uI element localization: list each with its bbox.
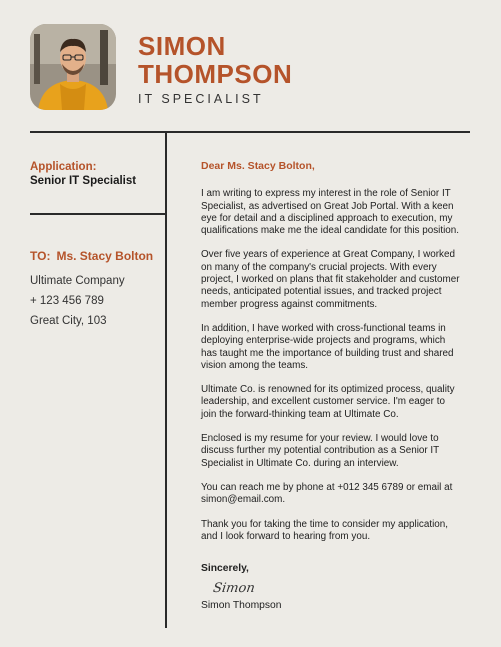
last-name: THOMPSON — [138, 59, 293, 89]
letter-closing: Sincerely, — [201, 563, 249, 575]
job-title: IT SPECIALIST — [138, 92, 264, 106]
letter-paragraph: Thank you for taking the time to consider my application, and I look forward to hearing from you. — [201, 518, 449, 542]
header-divider — [30, 131, 470, 133]
letter-paragraph: You can reach me by phone at +012 345 6789 or email at simon@email.com. — [201, 481, 453, 506]
application-position: Senior IT Specialist — [30, 175, 137, 187]
letter-paragraph: Over five years of experience at Great Company, I worked on many of the company's crucial projects. With every project, I worked on plans that fit stakeholder and customer needs, anticipated potential issues, and tracked project member progress against commitments. — [201, 249, 460, 310]
column-divider — [165, 131, 167, 628]
recipient-phone: + 123 456 789 — [30, 295, 104, 307]
recipient-address: Great City, 103 — [30, 315, 107, 327]
sidebar-divider — [30, 213, 166, 215]
recipient-name: Ms. Stacy Bolton — [56, 249, 154, 263]
recipient-company: Ultimate Company — [30, 275, 125, 287]
recipient-heading — [30, 249, 159, 263]
to-label: TO: — [30, 249, 51, 263]
signer-name: Simon Thompson — [201, 599, 282, 611]
application-label: Application: — [30, 161, 97, 173]
profile-photo — [30, 24, 116, 110]
letter-paragraph: Ultimate Co. is renowned for its optimized process, quality leadership, and excellent customer service. I'm eager to join the forward-thinking team at Ultimate Co. — [201, 384, 455, 420]
letter-body — [201, 160, 463, 612]
applicant-name — [138, 32, 292, 88]
letter-paragraph: I am writing to express my interest in the role of Senior IT Specialist, as advertised on Great Job Portal. With a keen eye for detail and a disciplined approach to execution, my qualifications make me the ideal candidate for this position. — [201, 188, 459, 237]
letter-paragraph: Enclosed is my resume for your review. I would love to discuss further my potential contribution as a Senior IT Specialist in Ultimate Co. during an interview. — [201, 433, 440, 469]
letter-paragraph: In addition, I have worked with cross-functional teams in deploying enterprise-wide projects and programs, which has taught me the importance of building trust and shared vision among the teams. — [201, 322, 454, 371]
handwritten-signature: Simon — [212, 581, 256, 597]
first-name: SIMON — [138, 31, 226, 61]
profile-photo-image — [30, 24, 116, 110]
letter-greeting: Dear Ms. Stacy Bolton, — [201, 160, 315, 172]
